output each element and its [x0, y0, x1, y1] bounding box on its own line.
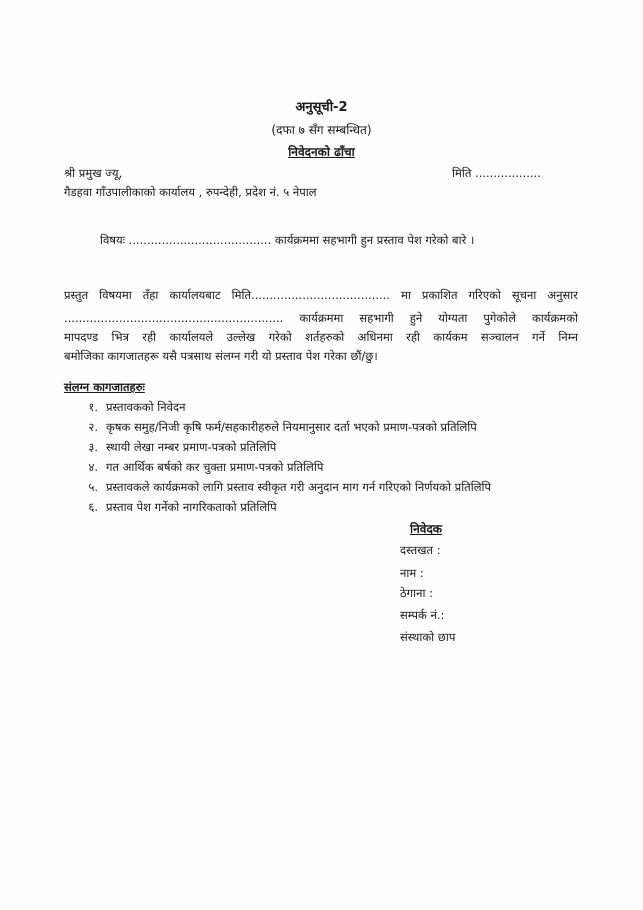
annex-subtitle: (दफा ७ सँग सम्बन्धित): [271, 123, 372, 137]
body-line-4: बमोजिका कागजातहरू यसै पत्रसाथ संलग्न गरी यो प्रस्ताव पेश गरेका छौं/छु।: [64, 349, 378, 363]
attachments-heading: संलग्न कागजातहरुः: [64, 380, 145, 394]
address-field: ठेगाना :: [400, 586, 434, 600]
body-line-1: प्रस्तुत विषयमा तँहा कार्यालयबाट मिति...................................... मा प्रकाशित गरिएको सूचना अनुसार: [64, 288, 578, 302]
name-field: नाम :: [400, 566, 424, 580]
form-heading: निवेदनको ढाँचा: [288, 145, 355, 159]
subject-line: विषयः ....................................... कार्यक्रममा सहभागी हुन प्रस्ताव पेश गरेको बारे ।: [100, 233, 475, 247]
attachment-item-1: १. प्रस्तावकको निवेदन: [88, 400, 186, 414]
attachment-item-6: ६. प्रस्ताव पेश गर्नेको नागरिकताको प्रतिलिपि: [88, 500, 277, 514]
annex-title: अनुसूची-2: [295, 100, 348, 115]
contact-field: सम्पर्क नं.:: [400, 608, 445, 622]
date-field: मिति ..................: [452, 166, 541, 180]
attachment-item-4: ४. गत आर्थिक बर्षको कर चुक्ता प्रमाण-पत्रको प्रतिलिपि: [88, 460, 324, 474]
body-line-2: ............................................................ कार्यक्रममा सहभागी हुने योग्यता पुगेकोले कार्यक्रमको: [64, 311, 578, 325]
body-line-3: मापदण्ड भित्र रही कार्यालयले उल्लेख गरेको शर्तहरुको अधिनमा रही कार्यकम सञ्चालन गर्ने निम्न: [64, 330, 578, 344]
stamp-field: संस्थाको छाप: [400, 630, 456, 644]
attachment-item-3: ३. स्थायी लेखा नम्बर प्रमाण-पत्रको प्रतिलिपि: [88, 440, 277, 454]
office-address: गैडहवा गाँउपालीकाको कार्यालय , रुपन्देही, प्रदेश नं. ५ नेपाल: [64, 185, 317, 199]
signature-field: दस्तखत :: [400, 543, 441, 557]
addressee-line: श्री प्रमुख ज्यू,: [64, 166, 123, 180]
applicant-heading: निवेदक: [410, 522, 443, 536]
attachment-item-5: ५. प्रस्तावकले कार्यक्रमको लागि प्रस्ताव स्वीकृत गरी अनुदान माग गर्न गरिएको निर्णयको प्रतिलिपि: [88, 480, 492, 494]
attachment-item-2: २. कृषक समुह/निजी कृषि फर्म/सहकारीहरुले नियमानुसार दर्ता भएको प्रमाण-पत्रको प्रतिलिपि: [88, 420, 477, 434]
